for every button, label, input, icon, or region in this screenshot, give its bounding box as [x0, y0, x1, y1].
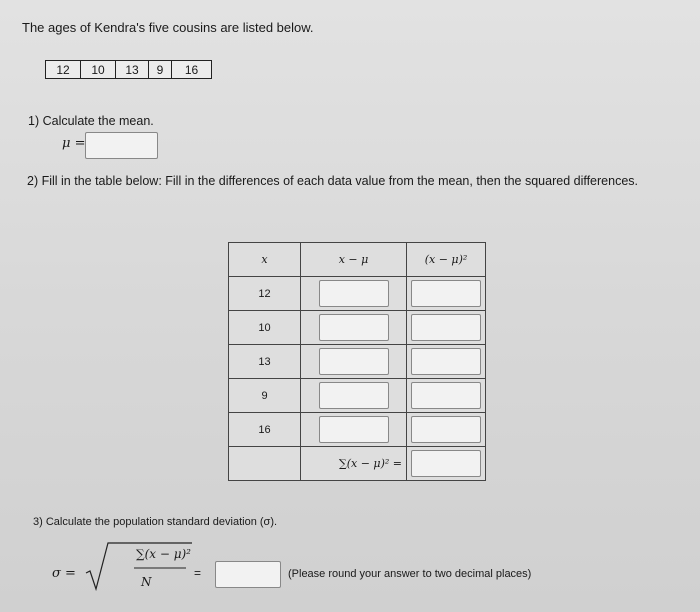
table-row: [229, 413, 486, 447]
equals-sign: =: [194, 566, 202, 580]
sum-row: [229, 447, 486, 481]
header-diff: x − μ: [301, 243, 407, 277]
formula-numerator: ∑(x − μ)²: [136, 547, 191, 561]
squared-input[interactable]: [411, 280, 481, 307]
x-value: 16: [229, 413, 301, 447]
diff-input[interactable]: [319, 416, 389, 443]
ages-table: [45, 60, 212, 79]
empty-cell: [229, 447, 301, 481]
question-1-label: 1) Calculate the mean.: [28, 114, 154, 128]
diff-input[interactable]: [319, 382, 389, 409]
mean-input[interactable]: [85, 132, 158, 159]
squared-input[interactable]: [411, 314, 481, 341]
std-dev-input[interactable]: [215, 561, 281, 588]
diff-input[interactable]: [319, 280, 389, 307]
x-value: 10: [229, 311, 301, 345]
age-cell: 13: [116, 61, 149, 79]
sum-label: ∑(x − μ)² =: [301, 447, 407, 481]
header-x: x: [229, 243, 301, 277]
x-value: 9: [229, 379, 301, 413]
formula-denominator: N: [141, 575, 152, 589]
age-cell: 12: [46, 61, 81, 79]
table-row: [229, 277, 486, 311]
squared-input[interactable]: [411, 416, 481, 443]
rounding-note: (Please round your answer to two decimal places): [288, 568, 532, 580]
diff-input[interactable]: [319, 348, 389, 375]
sigma-label: σ =: [52, 566, 76, 581]
mu-label: μ =: [62, 136, 86, 151]
header-squared: (x − μ)²: [407, 243, 486, 277]
x-value: 12: [229, 277, 301, 311]
intro-text: The ages of Kendra's five cousins are listed below.: [22, 20, 314, 35]
squared-input[interactable]: [411, 382, 481, 409]
table-row: [229, 345, 486, 379]
age-cell: 9: [149, 61, 172, 79]
table-row: [229, 311, 486, 345]
age-cell: 10: [81, 61, 116, 79]
sum-input[interactable]: [411, 450, 481, 477]
age-cell: 16: [172, 61, 212, 79]
squared-input[interactable]: [411, 348, 481, 375]
question-2-label: 2) Fill in the table below: Fill in the differences of each data value from the mean, then the squared differences.: [27, 174, 639, 188]
differences-table: [228, 242, 486, 481]
question-3-label: 3) Calculate the population standard deviation (σ).: [33, 516, 278, 528]
table-row: [229, 379, 486, 413]
x-value: 13: [229, 345, 301, 379]
diff-input[interactable]: [319, 314, 389, 341]
